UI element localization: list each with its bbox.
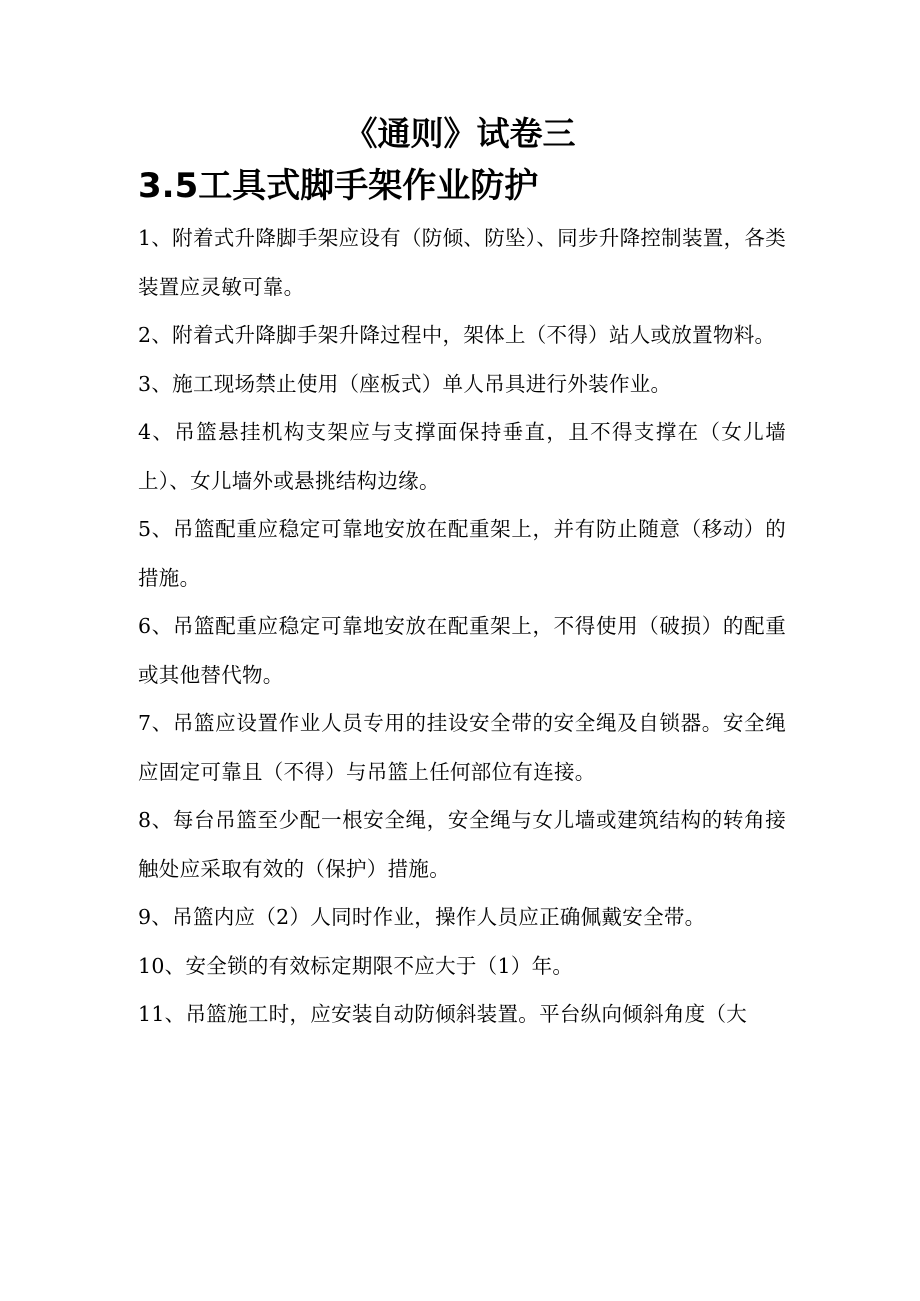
question-item-8: 8、每台吊篮至少配一根安全绳，安全绳与女儿墙或建筑结构的转角接触处应采取有效的（保护）措施。	[138, 808, 786, 881]
question-item-4: 4、吊篮悬挂机构支架应与支撑面保持垂直，且不得支撑在（女儿墙上）、女儿墙外或悬挑结构边缘。	[138, 420, 786, 493]
question-item-7: 7、吊篮应设置作业人员专用的挂设安全带的安全绳及自锁器。安全绳应固定可靠且（不得）与吊篮上任何部位有连接。	[138, 711, 786, 784]
question-item-10: 10、安全锁的有效标定期限不应大于（1）年。	[138, 953, 574, 978]
question-item-3: 3、施工现场禁止使用（座板式）单人吊具进行外装作业。	[138, 371, 672, 396]
question-item-9: 9、吊篮内应（2）人同时作业，操作人员应正确佩戴安全带。	[138, 905, 706, 929]
question-list	[138, 214, 786, 1039]
question-item-6: 6、吊篮配重应稳定可靠地安放在配重架上，不得使用（破损）的配重或其他替代物。	[138, 614, 786, 687]
page-title: 《通则》试卷三	[344, 114, 576, 153]
question-item-5: 5、吊篮配重应稳定可靠地安放在配重架上，并有防止随意（移动）的措施。	[138, 517, 786, 590]
section-heading: 3.5工具式脚手架作业防护	[138, 166, 539, 206]
question-item-1: 1、附着式升降脚手架应设有（防倾、防坠）、同步升降控制装置，各类装置应灵敏可靠。	[138, 226, 786, 299]
question-item-2: 2、附着式升降脚手架升降过程中，架体上（不得）站人或放置物料。	[138, 323, 776, 347]
question-item-11: 11、吊篮施工时，应安装自动防倾斜装置。平台纵向倾斜角度（大	[138, 1002, 748, 1026]
